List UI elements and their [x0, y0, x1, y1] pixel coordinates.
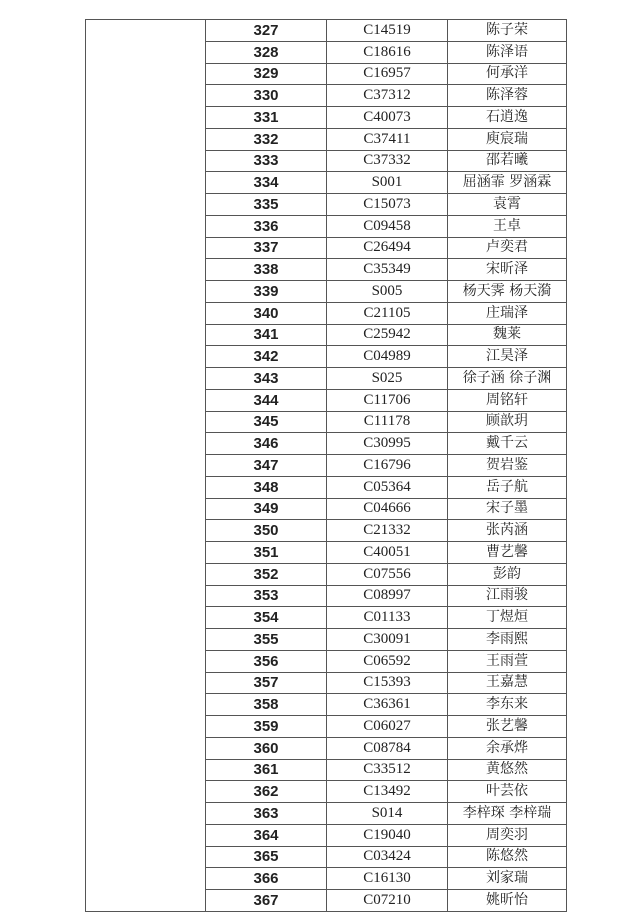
row-number: 337 [206, 237, 327, 259]
row-number: 335 [206, 194, 327, 216]
entry-name: 周奕羽 [448, 824, 567, 846]
entry-code: S005 [327, 281, 448, 303]
entry-name: 江雨骏 [448, 585, 567, 607]
entry-name: 王嘉慧 [448, 672, 567, 694]
entry-name: 卢奕君 [448, 237, 567, 259]
entry-code: S001 [327, 172, 448, 194]
entry-name: 彭韵 [448, 563, 567, 585]
entry-code: C03424 [327, 846, 448, 868]
entry-name: 何承洋 [448, 63, 567, 85]
entry-code: C08784 [327, 737, 448, 759]
entry-code: C13492 [327, 781, 448, 803]
entry-code: C14519 [327, 20, 448, 42]
row-number: 339 [206, 281, 327, 303]
entry-code: C11178 [327, 411, 448, 433]
entry-name: 邵若曦 [448, 150, 567, 172]
row-number: 349 [206, 498, 327, 520]
entry-name: 李雨熙 [448, 629, 567, 651]
row-number: 332 [206, 128, 327, 150]
row-number: 327 [206, 20, 327, 42]
row-number: 340 [206, 302, 327, 324]
entry-name: 戴千云 [448, 433, 567, 455]
row-number: 343 [206, 368, 327, 390]
entry-code: C35349 [327, 259, 448, 281]
row-number: 354 [206, 607, 327, 629]
row-number: 361 [206, 759, 327, 781]
entry-code: C40051 [327, 542, 448, 564]
row-number: 363 [206, 803, 327, 825]
entry-code: C21332 [327, 520, 448, 542]
entry-code: C30995 [327, 433, 448, 455]
row-number: 341 [206, 324, 327, 346]
row-number: 344 [206, 389, 327, 411]
row-number: 366 [206, 868, 327, 890]
row-number: 330 [206, 85, 327, 107]
entry-name: 姚昕怡 [448, 890, 567, 912]
entry-name: 李东来 [448, 694, 567, 716]
entry-name: 屈涵霏 罗涵霖 [448, 172, 567, 194]
entry-name: 陈悠然 [448, 846, 567, 868]
roster-table [85, 19, 567, 912]
row-number: 364 [206, 824, 327, 846]
row-number: 356 [206, 650, 327, 672]
row-number: 348 [206, 476, 327, 498]
entry-name: 黄悠然 [448, 759, 567, 781]
row-number: 331 [206, 107, 327, 129]
entry-code: C08997 [327, 585, 448, 607]
entry-code: C09458 [327, 215, 448, 237]
row-number: 360 [206, 737, 327, 759]
entry-name: 张艺馨 [448, 716, 567, 738]
row-number: 336 [206, 215, 327, 237]
entry-code: C21105 [327, 302, 448, 324]
row-number: 367 [206, 890, 327, 912]
row-number: 328 [206, 41, 327, 63]
entry-name: 庾宸瑞 [448, 128, 567, 150]
document-page [85, 19, 566, 909]
entry-name: 宋昕泽 [448, 259, 567, 281]
entry-name: 贺岩鉴 [448, 455, 567, 477]
row-number: 346 [206, 433, 327, 455]
entry-name: 王雨萱 [448, 650, 567, 672]
entry-name: 庄瑞泽 [448, 302, 567, 324]
entry-name: 周铭轩 [448, 389, 567, 411]
entry-code: C18616 [327, 41, 448, 63]
entry-name: 魏莱 [448, 324, 567, 346]
entry-code: C11706 [327, 389, 448, 411]
row-number: 357 [206, 672, 327, 694]
entry-name: 曹艺馨 [448, 542, 567, 564]
entry-code: C16130 [327, 868, 448, 890]
row-number: 334 [206, 172, 327, 194]
row-number: 352 [206, 563, 327, 585]
entry-name: 李梓琛 李梓瑞 [448, 803, 567, 825]
entry-name: 岳子航 [448, 476, 567, 498]
row-number: 329 [206, 63, 327, 85]
row-number: 342 [206, 346, 327, 368]
entry-code: C37312 [327, 85, 448, 107]
entry-code: C33512 [327, 759, 448, 781]
row-number: 350 [206, 520, 327, 542]
entry-code: C37332 [327, 150, 448, 172]
entry-name: 杨天霁 杨天漪 [448, 281, 567, 303]
entry-code: C04989 [327, 346, 448, 368]
row-number: 355 [206, 629, 327, 651]
entry-code: C07556 [327, 563, 448, 585]
blank-merged-cell [86, 20, 206, 912]
entry-code: C37411 [327, 128, 448, 150]
entry-name: 徐子涵 徐子渊 [448, 368, 567, 390]
entry-code: C06027 [327, 716, 448, 738]
entry-code: C36361 [327, 694, 448, 716]
entry-name: 余承烨 [448, 737, 567, 759]
entry-name: 顾歆玥 [448, 411, 567, 433]
entry-name: 刘家瑞 [448, 868, 567, 890]
entry-name: 石逍逸 [448, 107, 567, 129]
row-number: 333 [206, 150, 327, 172]
entry-code: S025 [327, 368, 448, 390]
row-number: 353 [206, 585, 327, 607]
entry-name: 丁煜烜 [448, 607, 567, 629]
entry-code: C04666 [327, 498, 448, 520]
entry-code: C06592 [327, 650, 448, 672]
row-number: 338 [206, 259, 327, 281]
entry-code: C05364 [327, 476, 448, 498]
entry-code: C15073 [327, 194, 448, 216]
entry-code: C26494 [327, 237, 448, 259]
row-number: 358 [206, 694, 327, 716]
row-number: 362 [206, 781, 327, 803]
entry-code: S014 [327, 803, 448, 825]
entry-code: C16957 [327, 63, 448, 85]
row-number: 347 [206, 455, 327, 477]
entry-code: C15393 [327, 672, 448, 694]
entry-name: 陈子荣 [448, 20, 567, 42]
row-number: 359 [206, 716, 327, 738]
entry-code: C01133 [327, 607, 448, 629]
entry-name: 陈泽蓉 [448, 85, 567, 107]
entry-name: 江昊泽 [448, 346, 567, 368]
entry-name: 叶芸依 [448, 781, 567, 803]
entry-code: C19040 [327, 824, 448, 846]
row-number: 345 [206, 411, 327, 433]
entry-name: 袁霄 [448, 194, 567, 216]
entry-code: C30091 [327, 629, 448, 651]
row-number: 351 [206, 542, 327, 564]
entry-name: 陈泽语 [448, 41, 567, 63]
entry-name: 张芮涵 [448, 520, 567, 542]
entry-code: C25942 [327, 324, 448, 346]
table-row [86, 20, 567, 42]
roster-table-body [86, 20, 567, 912]
entry-code: C40073 [327, 107, 448, 129]
entry-code: C16796 [327, 455, 448, 477]
entry-name: 王卓 [448, 215, 567, 237]
entry-name: 宋子墨 [448, 498, 567, 520]
entry-code: C07210 [327, 890, 448, 912]
row-number: 365 [206, 846, 327, 868]
